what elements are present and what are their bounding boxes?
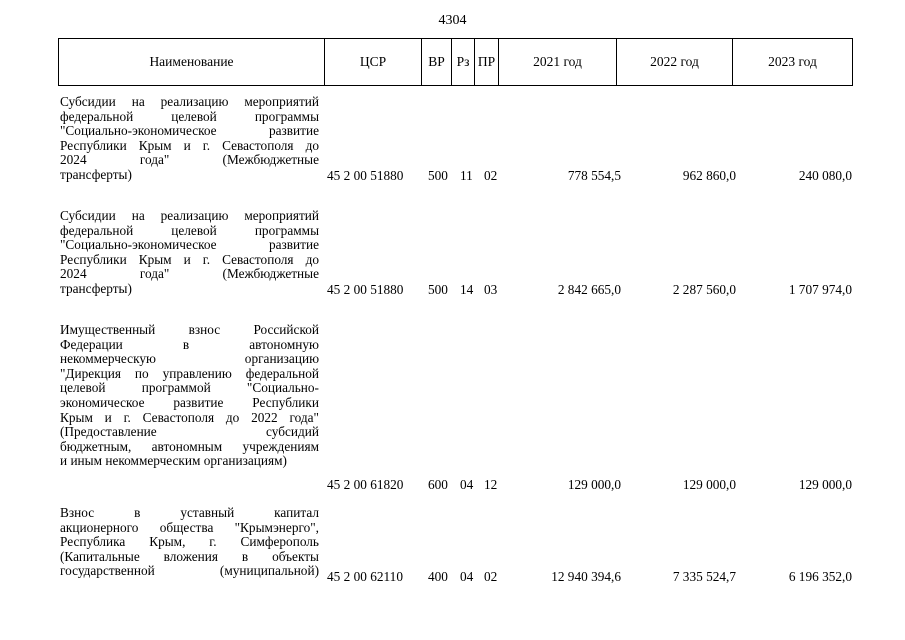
- cell-2022: 7 335 524,7: [672, 569, 736, 584]
- cell-csr: 45 2 00 61820: [327, 477, 404, 492]
- cell-2021: 2 842 665,0: [557, 282, 621, 297]
- name-line: некоммерческую организацию: [60, 351, 319, 367]
- cell-rz: 11: [460, 168, 473, 183]
- cell-csr: 45 2 00 51880: [327, 282, 404, 297]
- cell-csr: 45 2 00 51880: [327, 168, 404, 183]
- page-number: 4304: [438, 13, 467, 28]
- name-line: Взнос в уставный капитал: [60, 505, 319, 520]
- cell-rz: 14: [460, 282, 474, 297]
- name-line: Субсидии на реализацию мероприятий: [60, 208, 319, 223]
- header-csr: ЦСР: [325, 39, 422, 85]
- cell-rz: 04: [460, 569, 474, 584]
- name-line: федеральной целевой программы: [60, 108, 319, 124]
- table-header: [58, 38, 853, 86]
- cell-2021: 129 000,0: [567, 477, 621, 492]
- name-line: экономическое развитие Республики: [60, 394, 319, 410]
- row-name: [60, 95, 319, 183]
- name-line: бюджетным, автономным учреждениям: [60, 438, 319, 454]
- cell-csr: 45 2 00 62110: [327, 569, 403, 584]
- cell-pr: 03: [484, 282, 498, 297]
- row-name: [60, 209, 319, 297]
- cell-2023: 1 707 974,0: [788, 282, 852, 297]
- header-2021: 2021 год: [499, 39, 617, 85]
- name-line: Субсидии на реализацию мероприятий: [60, 94, 319, 109]
- name-line: Республики Крым и г. Севастополя до: [60, 251, 319, 267]
- header-name: Наименование: [59, 39, 325, 85]
- cell-pr: 12: [484, 477, 498, 492]
- cell-2022: 962 860,0: [682, 168, 736, 183]
- cell-2023: 240 080,0: [798, 168, 852, 183]
- row-name: [60, 323, 319, 469]
- cell-2023: 6 196 352,0: [788, 569, 852, 584]
- cell-pr: 02: [484, 569, 498, 584]
- cell-2022: 2 287 560,0: [672, 282, 736, 297]
- header-pr: ПР: [475, 39, 499, 85]
- name-line: Республики Крым и г. Севастополя до: [60, 137, 319, 153]
- name-line: 2024 года" (Межбюджетные: [60, 266, 319, 282]
- cell-vr: 500: [428, 168, 448, 183]
- name-line: (Предоставление субсидий: [60, 424, 319, 440]
- header-2022: 2022 год: [617, 39, 733, 85]
- cell-2023: 129 000,0: [798, 477, 852, 492]
- name-line: Федерации в автономную: [60, 336, 319, 352]
- cell-vr: 600: [428, 477, 448, 492]
- name-line: целевой программой "Социально-: [60, 380, 319, 396]
- cell-rz: 04: [460, 477, 474, 492]
- header-2023: 2023 год: [768, 54, 817, 69]
- name-line: трансферты): [60, 280, 132, 296]
- name-line: Имущественный взнос Российской: [60, 322, 319, 337]
- name-line: федеральной целевой программы: [60, 222, 319, 238]
- name-line: Республика Крым, г. Симферополь: [60, 534, 319, 550]
- name-line: "Социально-экономическое развитие: [60, 237, 319, 253]
- name-line: государственной (муниципальной): [60, 563, 319, 579]
- name-line: "Дирекция по управлению федеральной: [60, 365, 319, 381]
- name-line: акционерного общества "Крымэнерго",: [60, 519, 319, 535]
- name-line: трансферты): [60, 166, 132, 182]
- row-name: [60, 506, 319, 579]
- name-line: "Социально-экономическое развитие: [60, 123, 319, 139]
- name-line: Крым и г. Севастополя до 2022 года": [60, 409, 319, 425]
- name-line: (Капитальные вложения в объекты: [60, 548, 319, 564]
- header-vr: ВР: [422, 39, 452, 85]
- cell-2022: 129 000,0: [682, 477, 736, 492]
- cell-vr: 400: [428, 569, 448, 584]
- name-line: и иным некоммерческим организациям): [60, 453, 287, 469]
- cell-2021: 778 554,5: [567, 168, 621, 183]
- cell-2021: 12 940 394,6: [551, 569, 621, 584]
- name-line: 2024 года" (Межбюджетные: [60, 152, 319, 168]
- cell-pr: 02: [484, 168, 498, 183]
- header-rz: Рз: [452, 39, 475, 85]
- cell-vr: 500: [428, 282, 448, 297]
